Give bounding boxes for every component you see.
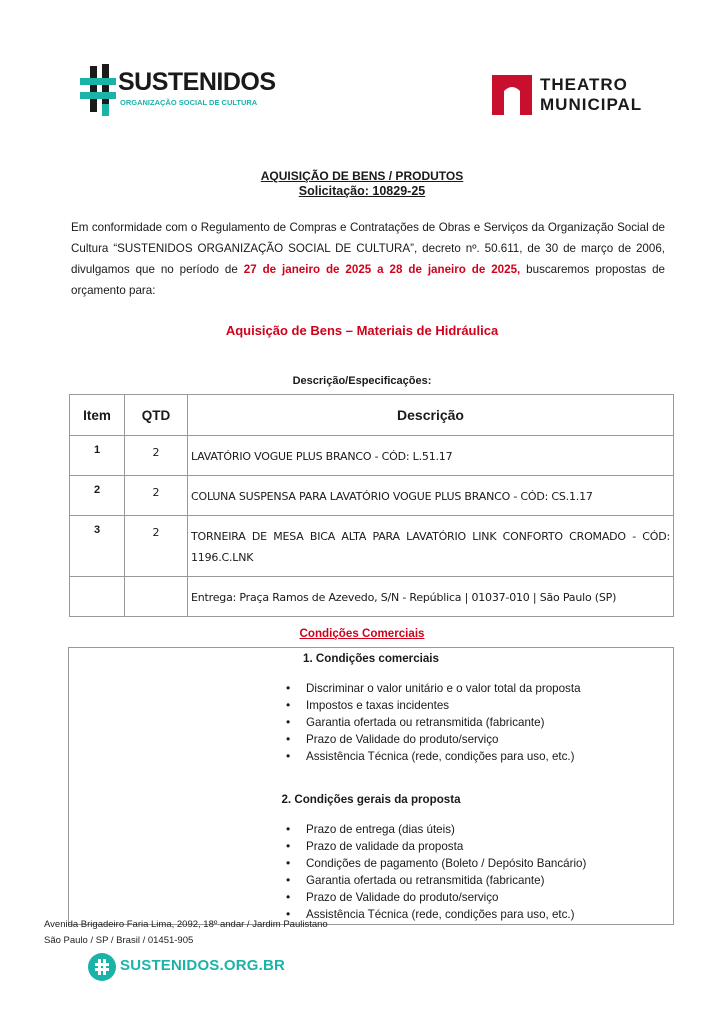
intro-dates: 27 de janeiro de 2025 a 28 de janeiro de 2025,	[243, 263, 521, 276]
conditions-section2-title: 2. Condições gerais da proposta	[281, 793, 461, 806]
list-item: • Prazo de Validade do produto/serviço	[286, 889, 586, 906]
list-item: • Assistência Técnica (rede, condições para uso, etc.)	[286, 906, 586, 923]
row-description: TORNEIRA DE MESA BICA ALTA PARA LAVATÓRIO LINK CONFORTO CROMADO - CÓD: 1196.C.LNK	[188, 516, 674, 577]
row-item: 1	[70, 436, 125, 476]
sustenidos-logo-tagline: ORGANIZAÇÃO SOCIAL DE CULTURA	[120, 98, 258, 107]
header-description: Descrição	[188, 395, 674, 436]
row-qtd: 2	[125, 436, 188, 476]
footer-address-line1: Avenida Brigadeiro Faria Lima, 2092, 18º andar / Jardim Paulistano	[44, 919, 328, 930]
theatro-logo-line1: THEATRO	[540, 75, 628, 94]
table-header-row	[70, 395, 674, 436]
row-qtd: 2	[125, 476, 188, 516]
list-item: • Prazo de entrega (dias úteis)	[286, 821, 586, 838]
list-item: • Assistência Técnica (rede, condições para uso, etc.)	[286, 748, 581, 765]
empty-cell	[125, 577, 188, 617]
row-item: 3	[70, 516, 125, 577]
row-description: LAVATÓRIO VOGUE PLUS BRANCO - CÓD: L.51.17	[188, 436, 674, 476]
conditions-box	[68, 647, 674, 925]
list-item: • Prazo de Validade do produto/serviço	[286, 731, 581, 748]
theatro-municipal-logo	[490, 73, 660, 117]
theatro-arch-icon	[490, 73, 534, 117]
list-item: • Condições de pagamento (Boleto / Depósito Bancário)	[286, 855, 586, 872]
sustenidos-logo	[80, 64, 276, 120]
conditions-section1-list	[286, 680, 581, 765]
list-item: • Garantia ofertada ou retransmitida (fabricante)	[286, 714, 581, 731]
commercial-conditions-title: Condições Comerciais	[299, 627, 425, 640]
intro-text-1: Em conformidade com o Regulamento de Compras e Contratações de Obras e Serviços da Organização Social de Cultura “SUSTENIDOS ORGANIZAÇÃO SOCIAL DE CULTURA”, decreto nº. 50.611, de 30 de março de 2006, divulgamos que no período de	[71, 221, 665, 276]
conditions-section2-list	[286, 821, 586, 923]
delivery-row	[70, 577, 674, 617]
footer-website-link[interactable]: SUSTENIDOS.ORG.BR	[120, 957, 286, 974]
list-item: • Garantia ofertada ou retransmitida (fabricante)	[286, 872, 586, 889]
empty-cell	[70, 577, 125, 617]
list-item: • Prazo de validade da proposta	[286, 838, 586, 855]
theatro-logo-line2: MUNICIPAL	[540, 95, 643, 114]
request-number: Solicitação: 10829-25	[298, 184, 426, 198]
table-row	[70, 436, 674, 476]
row-qtd: 2	[125, 516, 188, 577]
header-qtd: QTD	[125, 395, 188, 436]
list-item: • Discriminar o valor unitário e o valor total da proposta	[286, 680, 581, 697]
sustenidos-logo-name: SUSTENIDOS	[118, 68, 276, 96]
acquisition-subtitle: Aquisição de Bens – Materiais de Hidráulica	[225, 323, 499, 338]
table-row	[70, 476, 674, 516]
footer-address-line2: São Paulo / SP / Brasil / 01451-905	[44, 935, 194, 946]
table-row	[70, 516, 674, 577]
delivery-address: Entrega: Praça Ramos de Azevedo, S/N - República | 01037-010 | São Paulo (SP)	[188, 577, 674, 617]
hash-circle-icon	[88, 953, 116, 981]
list-item: • Impostos e taxas incidentes	[286, 697, 581, 714]
document-title: AQUISIÇÃO DE BENS / PRODUTOS	[260, 169, 464, 183]
intro-paragraph	[71, 217, 665, 301]
intro-text-2: buscaremos propostas de orçamento para:	[71, 263, 665, 297]
items-table	[69, 394, 674, 617]
header-item: Item	[70, 395, 125, 436]
footer-logo	[88, 951, 288, 983]
row-description: COLUNA SUSPENSA PARA LAVATÓRIO VOGUE PLUS BRANCO - CÓD: CS.1.17	[188, 476, 674, 516]
row-item: 2	[70, 476, 125, 516]
description-heading: Descrição/Especificações:	[292, 375, 432, 387]
conditions-section1-title: 1. Condições comerciais	[303, 652, 439, 665]
